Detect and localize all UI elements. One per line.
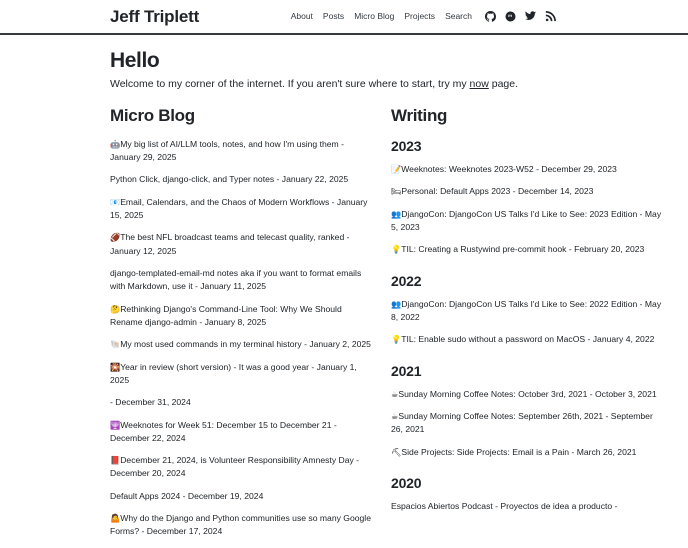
writing-link[interactable]: Personal: Default Apps 2023 - December 14, 2023 <box>401 186 594 197</box>
rss-icon[interactable] <box>545 11 556 22</box>
list-item <box>391 208 664 235</box>
list-item <box>391 388 664 401</box>
shrug-icon: 🤷 <box>110 513 121 524</box>
year-heading-2020: 2020 <box>391 474 422 491</box>
email-icon: 📧 <box>110 196 121 207</box>
list-item <box>110 396 371 409</box>
now-page-link[interactable]: now <box>469 78 489 91</box>
coffee-icon: ☕ <box>391 410 399 421</box>
robot-icon: 🤖 <box>110 138 121 149</box>
microblog-link[interactable]: The best NFL broadcast teams and telecast quality, ranked - January 12, 2025 <box>110 232 350 256</box>
writing-list-2022 <box>391 298 664 347</box>
writing-heading: Writing <box>391 106 448 126</box>
bed-icon: 🛏 <box>391 186 402 197</box>
site-brand[interactable]: Jeff Triplett <box>110 7 200 26</box>
list-item <box>391 500 664 513</box>
nav-item-search[interactable]: Search <box>445 11 472 22</box>
list-item <box>110 196 371 223</box>
lightbulb-icon: 💡 <box>391 244 402 255</box>
intro-text-before: Welcome to my corner of the internet. If you aren't sure where to start, try my <box>110 78 470 91</box>
nav-item-about[interactable]: About <box>290 11 313 22</box>
fireworks-icon: 🎇 <box>110 361 121 372</box>
list-item <box>391 333 664 346</box>
football-icon: 🏈 <box>110 232 121 243</box>
microblog-heading: Micro Blog <box>110 106 195 126</box>
bell-icon: 🕎 <box>110 419 121 430</box>
content-columns <box>110 106 664 547</box>
microblog-link[interactable]: Default Apps 2024 - December 19, 2024 <box>110 490 264 501</box>
list-item <box>110 303 371 330</box>
social-links <box>485 11 556 22</box>
microblog-list <box>110 138 371 539</box>
site-header <box>0 0 688 35</box>
list-item <box>391 185 664 198</box>
writing-list-2020 <box>391 500 664 513</box>
list-item <box>110 490 371 503</box>
list-item <box>110 361 371 388</box>
writing-section <box>387 106 664 547</box>
microblog-link[interactable]: Python Click, django-click, and Typer notes - January 22, 2025 <box>110 174 349 185</box>
busts-icon: 👥 <box>391 298 402 309</box>
writing-link[interactable]: Side Projects: Side Projects: Email is a Pain - March 26, 2021 <box>401 446 637 457</box>
writing-list-2023 <box>391 163 664 257</box>
writing-link[interactable]: Weeknotes: Weeknotes 2023-W52 - December 29, 2023 <box>401 163 617 174</box>
intro-text-after: page. <box>488 78 519 91</box>
nav-item-projects[interactable]: Projects <box>404 11 436 22</box>
list-item <box>391 163 664 176</box>
list-item <box>110 512 371 539</box>
memo-icon: 📝 <box>391 163 402 174</box>
notebook-icon: 📕 <box>110 455 121 466</box>
pick-icon: ⛏ <box>391 446 402 457</box>
writing-link[interactable]: Sunday Morning Coffee Notes: October 3rd, 2021 - October 3, 2021 <box>398 388 657 399</box>
year-heading-2021: 2021 <box>391 362 422 379</box>
microblog-link[interactable]: - December 31, 2024 <box>110 397 191 408</box>
list-item <box>110 138 371 165</box>
twitter-icon[interactable] <box>525 11 536 22</box>
spiral-shell-icon: 🐚 <box>110 339 121 350</box>
busts-icon: 👥 <box>391 208 402 219</box>
microblog-link[interactable]: Rethinking Django's Command-Line Tool: Why We Should Rename django-admin - January 8, 2025 <box>110 303 342 327</box>
writing-link[interactable]: DjangoCon: DjangoCon US Talks I'd Like to See: 2022 Edition - May 8, 2022 <box>391 298 662 322</box>
list-item <box>110 267 371 294</box>
lightbulb-icon: 💡 <box>391 334 402 345</box>
nav-item-micro-blog[interactable]: Micro Blog <box>354 11 395 22</box>
writing-link[interactable]: DjangoCon: DjangoCon US Talks I'd Like to See: 2023 Edition - May 5, 2023 <box>391 208 662 232</box>
list-item <box>110 173 371 186</box>
thinking-face-icon: 🤔 <box>110 303 121 314</box>
list-item <box>110 454 371 481</box>
writing-link[interactable]: Sunday Morning Coffee Notes: September 26th, 2021 - September 26, 2021 <box>391 410 653 435</box>
microblog-section <box>110 106 387 547</box>
writing-link[interactable]: Espacios Abiertos Podcast - Proyectos de idea a producto - <box>391 500 618 511</box>
list-item <box>110 419 371 446</box>
microblog-link[interactable]: Email, Calendars, and the Chaos of Modern Workflows - January 15, 2025 <box>110 196 368 221</box>
list-item <box>110 231 371 258</box>
coffee-icon: ☕ <box>391 388 399 399</box>
page-intro <box>110 77 664 92</box>
github-icon[interactable] <box>485 11 496 22</box>
list-item <box>391 243 664 256</box>
writing-link[interactable]: TIL: Creating a Rustywind pre-commit hook - February 20, 2023 <box>401 244 645 255</box>
year-heading-2023: 2023 <box>391 137 422 154</box>
writing-list-2021 <box>391 388 664 459</box>
writing-link[interactable]: TIL: Enable sudo without a password on MacOS - January 4, 2022 <box>401 334 655 345</box>
mastodon-icon[interactable] <box>505 11 516 22</box>
year-heading-2022: 2022 <box>391 272 422 289</box>
microblog-link[interactable]: My big list of AI/LLM tools, notes, and how I'm using them - January 29, 2025 <box>110 138 344 163</box>
list-item <box>391 446 664 459</box>
microblog-link[interactable]: Weeknotes for Week 51: December 15 to December 21 - December 22, 2024 <box>110 419 337 443</box>
list-item <box>391 298 664 325</box>
microblog-link[interactable]: Why do the Django and Python communities use so many Google Forms? - December 17, 2024 <box>110 513 371 537</box>
microblog-link[interactable]: Year in review (short version) - It was a good year - January 1, 2025 <box>110 361 357 385</box>
microblog-link[interactable]: django-templated-email-md notes aka if you want to format emails with Markdown, use it - January 11, 2025 <box>110 268 362 292</box>
list-item <box>110 338 371 351</box>
microblog-link[interactable]: My most used commands in my terminal history - January 2, 2025 <box>120 339 371 350</box>
main-navigation <box>291 11 664 22</box>
page-content <box>0 35 688 548</box>
nav-item-posts[interactable]: Posts <box>322 11 345 22</box>
page-title: Hello <box>110 49 160 72</box>
microblog-link[interactable]: December 21, 2024, is Volunteer Responsibility Amnesty Day - December 20, 2024 <box>110 455 360 479</box>
list-item <box>391 410 664 437</box>
